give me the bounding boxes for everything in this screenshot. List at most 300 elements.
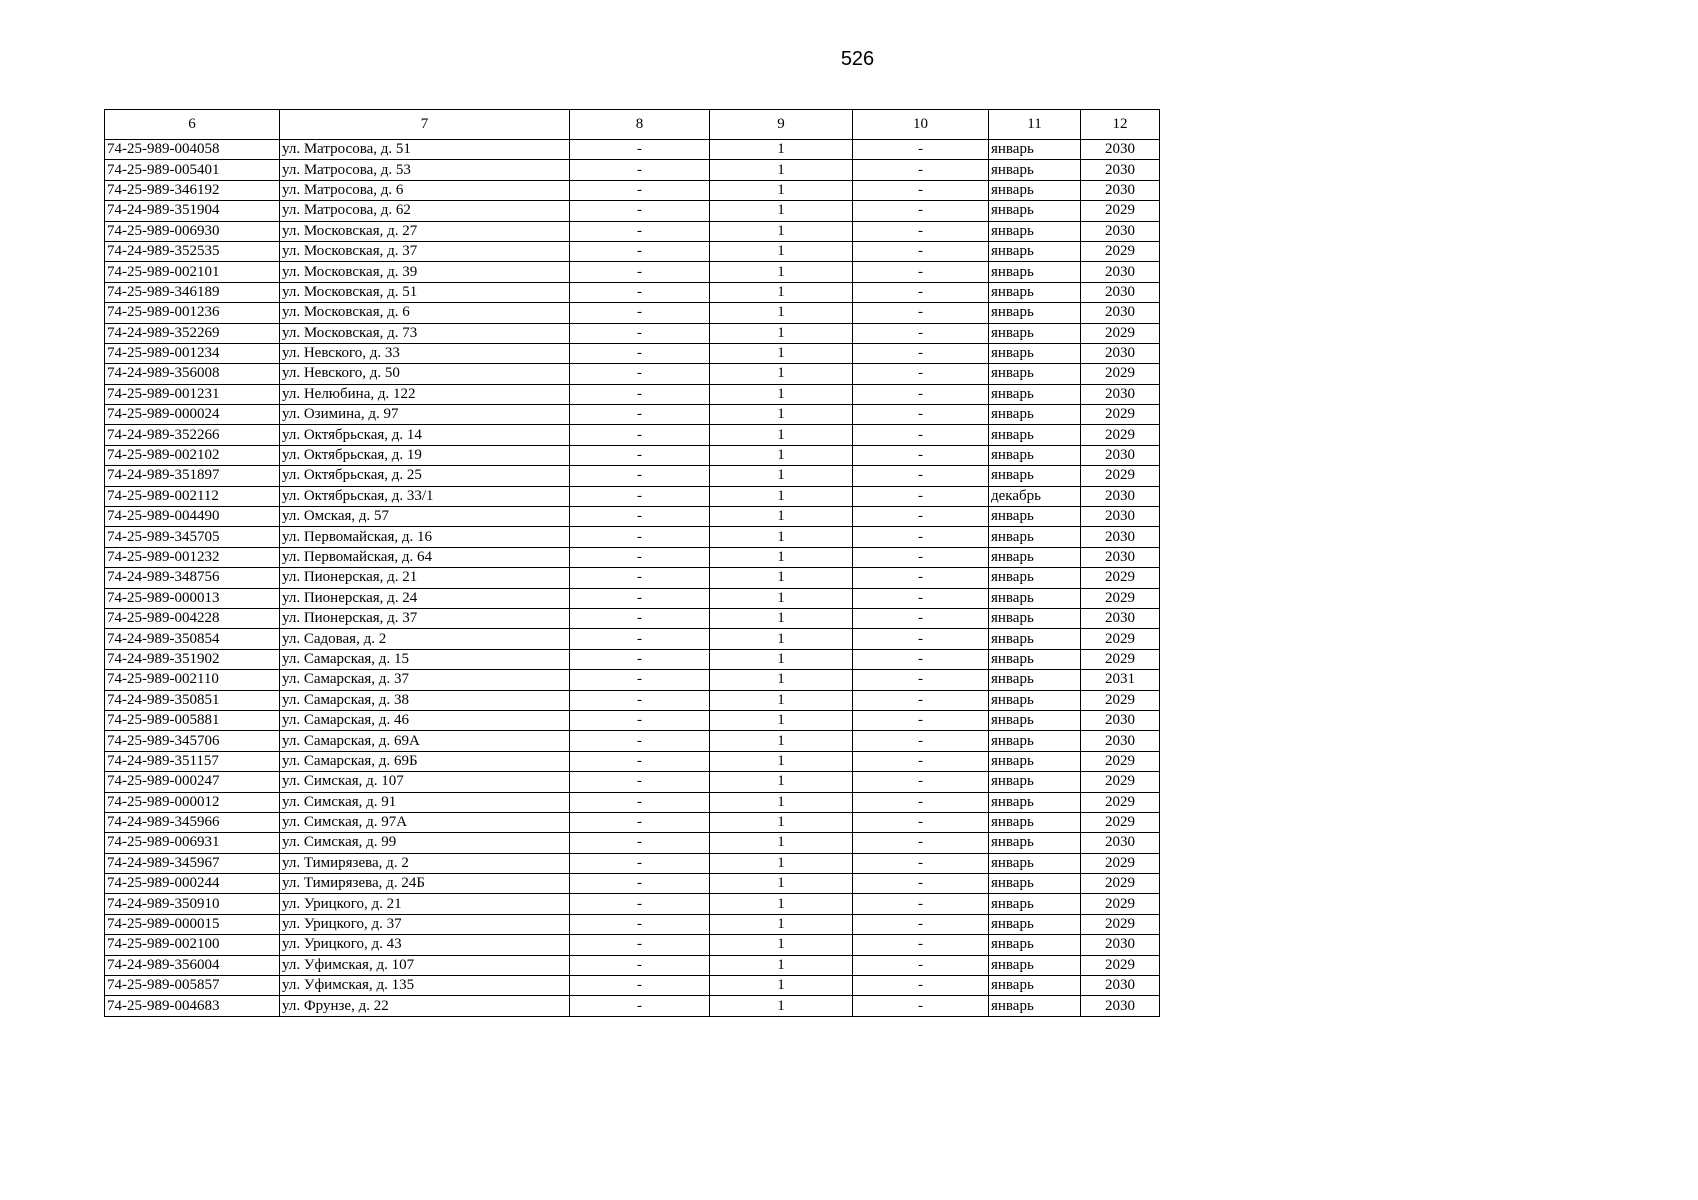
month-cell: январь xyxy=(989,303,1081,323)
col9-cell: 1 xyxy=(710,507,853,527)
month-cell: январь xyxy=(989,180,1081,200)
month-cell: январь xyxy=(989,955,1081,975)
year-cell: 2029 xyxy=(1081,364,1160,384)
address-cell: ул. Самарская, д. 37 xyxy=(280,670,570,690)
year-cell: 2030 xyxy=(1081,282,1160,302)
year-cell: 2030 xyxy=(1081,343,1160,363)
month-cell: январь xyxy=(989,547,1081,567)
col10-cell: - xyxy=(853,588,989,608)
col10-cell: - xyxy=(853,160,989,180)
col9-cell: 1 xyxy=(710,160,853,180)
col9-cell: 1 xyxy=(710,772,853,792)
col10-cell: - xyxy=(853,547,989,567)
cadastral-number-cell: 74-25-989-000244 xyxy=(105,874,280,894)
table-row xyxy=(105,221,1160,241)
month-cell: январь xyxy=(989,792,1081,812)
address-cell: ул. Симская, д. 91 xyxy=(280,792,570,812)
col9-cell: 1 xyxy=(710,629,853,649)
col8-cell: - xyxy=(570,527,710,547)
year-cell: 2029 xyxy=(1081,466,1160,486)
col10-cell: - xyxy=(853,201,989,221)
cadastral-number-cell: 74-25-989-005401 xyxy=(105,160,280,180)
col10-cell: - xyxy=(853,303,989,323)
cadastral-number-cell: 74-24-989-350910 xyxy=(105,894,280,914)
address-cell: ул. Матросова, д. 6 xyxy=(280,180,570,200)
col9-cell: 1 xyxy=(710,262,853,282)
month-cell: январь xyxy=(989,812,1081,832)
col8-cell: - xyxy=(570,323,710,343)
year-cell: 2029 xyxy=(1081,588,1160,608)
col8-cell: - xyxy=(570,935,710,955)
col8-cell: - xyxy=(570,507,710,527)
col10-cell: - xyxy=(853,629,989,649)
table-row xyxy=(105,935,1160,955)
table-row xyxy=(105,507,1160,527)
month-cell: январь xyxy=(989,670,1081,690)
month-cell: декабрь xyxy=(989,486,1081,506)
col8-cell: - xyxy=(570,731,710,751)
page-number: 526 xyxy=(840,48,875,70)
col10-cell: - xyxy=(853,282,989,302)
col10-cell: - xyxy=(853,364,989,384)
cadastral-number-cell: 74-24-989-348756 xyxy=(105,568,280,588)
col9-cell: 1 xyxy=(710,935,853,955)
col9-cell: 1 xyxy=(710,853,853,873)
col9-cell: 1 xyxy=(710,833,853,853)
col10-cell: - xyxy=(853,996,989,1016)
table-row xyxy=(105,160,1160,180)
address-cell: ул. Фрунзе, д. 22 xyxy=(280,996,570,1016)
cadastral-number-cell: 74-25-989-345706 xyxy=(105,731,280,751)
cadastral-number-cell: 74-24-989-351897 xyxy=(105,466,280,486)
col8-cell: - xyxy=(570,221,710,241)
cadastral-number-cell: 74-24-989-350854 xyxy=(105,629,280,649)
year-cell: 2031 xyxy=(1081,670,1160,690)
col9-cell: 1 xyxy=(710,405,853,425)
month-cell: январь xyxy=(989,445,1081,465)
month-cell: январь xyxy=(989,140,1081,160)
col8-cell: - xyxy=(570,608,710,628)
col8-cell: - xyxy=(570,874,710,894)
month-cell: январь xyxy=(989,588,1081,608)
cadastral-number-cell: 74-25-989-000247 xyxy=(105,772,280,792)
col8-cell: - xyxy=(570,140,710,160)
year-cell: 2029 xyxy=(1081,405,1160,425)
month-cell: январь xyxy=(989,568,1081,588)
cadastral-number-cell: 74-25-989-004058 xyxy=(105,140,280,160)
year-cell: 2029 xyxy=(1081,955,1160,975)
table-row xyxy=(105,486,1160,506)
address-cell: ул. Симская, д. 99 xyxy=(280,833,570,853)
col9-cell: 1 xyxy=(710,731,853,751)
year-cell: 2029 xyxy=(1081,323,1160,343)
col9-cell: 1 xyxy=(710,914,853,934)
month-cell: январь xyxy=(989,527,1081,547)
col8-cell: - xyxy=(570,405,710,425)
col10-cell: - xyxy=(853,507,989,527)
table-row xyxy=(105,303,1160,323)
cadastral-number-cell: 74-25-989-002100 xyxy=(105,935,280,955)
col8-cell: - xyxy=(570,180,710,200)
address-cell: ул. Самарская, д. 46 xyxy=(280,710,570,730)
col8-cell: - xyxy=(570,894,710,914)
col10-cell: - xyxy=(853,833,989,853)
address-cell: ул. Матросова, д. 62 xyxy=(280,201,570,221)
col9-cell: 1 xyxy=(710,710,853,730)
col8-cell: - xyxy=(570,976,710,996)
cadastral-number-cell: 74-25-989-004490 xyxy=(105,507,280,527)
year-cell: 2029 xyxy=(1081,425,1160,445)
col9-cell: 1 xyxy=(710,996,853,1016)
table-row xyxy=(105,649,1160,669)
month-cell: январь xyxy=(989,629,1081,649)
address-cell: ул. Московская, д. 27 xyxy=(280,221,570,241)
cadastral-number-cell: 74-24-989-345967 xyxy=(105,853,280,873)
col8-cell: - xyxy=(570,812,710,832)
cadastral-number-cell: 74-24-989-351902 xyxy=(105,649,280,669)
month-cell: январь xyxy=(989,160,1081,180)
col9-cell: 1 xyxy=(710,221,853,241)
address-cell: ул. Московская, д. 6 xyxy=(280,303,570,323)
address-cell: ул. Октябрьская, д. 14 xyxy=(280,425,570,445)
col8-cell: - xyxy=(570,853,710,873)
cadastral-number-cell: 74-24-989-352535 xyxy=(105,241,280,261)
month-cell: январь xyxy=(989,466,1081,486)
col10-cell: - xyxy=(853,608,989,628)
address-cell: ул. Матросова, д. 51 xyxy=(280,140,570,160)
cadastral-number-cell: 74-25-989-004228 xyxy=(105,608,280,628)
cadastral-number-cell: 74-25-989-002101 xyxy=(105,262,280,282)
year-cell: 2030 xyxy=(1081,547,1160,567)
month-cell: январь xyxy=(989,710,1081,730)
year-cell: 2030 xyxy=(1081,507,1160,527)
year-cell: 2029 xyxy=(1081,792,1160,812)
year-cell: 2029 xyxy=(1081,853,1160,873)
table-row xyxy=(105,710,1160,730)
table-row xyxy=(105,690,1160,710)
col8-cell: - xyxy=(570,772,710,792)
cadastral-number-cell: 74-25-989-006930 xyxy=(105,221,280,241)
year-cell: 2030 xyxy=(1081,976,1160,996)
col9-cell: 1 xyxy=(710,690,853,710)
year-cell: 2030 xyxy=(1081,262,1160,282)
cadastral-number-cell: 74-25-989-001234 xyxy=(105,343,280,363)
col9-cell: 1 xyxy=(710,282,853,302)
table-row xyxy=(105,364,1160,384)
address-cell: ул. Нелюбина, д. 122 xyxy=(280,384,570,404)
column-header-6: 6 xyxy=(105,110,280,140)
col10-cell: - xyxy=(853,466,989,486)
table-row xyxy=(105,405,1160,425)
year-cell: 2029 xyxy=(1081,201,1160,221)
address-cell: ул. Самарская, д. 69Б xyxy=(280,751,570,771)
table-row xyxy=(105,812,1160,832)
table-row xyxy=(105,996,1160,1016)
col9-cell: 1 xyxy=(710,608,853,628)
year-cell: 2030 xyxy=(1081,935,1160,955)
cadastral-number-cell: 74-25-989-000012 xyxy=(105,792,280,812)
month-cell: январь xyxy=(989,976,1081,996)
table-row xyxy=(105,201,1160,221)
cadastral-number-cell: 74-24-989-356004 xyxy=(105,955,280,975)
table-row xyxy=(105,874,1160,894)
col10-cell: - xyxy=(853,221,989,241)
address-cell: ул. Омская, д. 57 xyxy=(280,507,570,527)
cadastral-number-cell: 74-25-989-000013 xyxy=(105,588,280,608)
cadastral-number-cell: 74-25-989-005857 xyxy=(105,976,280,996)
column-header-9: 9 xyxy=(710,110,853,140)
col10-cell: - xyxy=(853,445,989,465)
col9-cell: 1 xyxy=(710,384,853,404)
col9-cell: 1 xyxy=(710,466,853,486)
month-cell: январь xyxy=(989,405,1081,425)
col9-cell: 1 xyxy=(710,894,853,914)
col9-cell: 1 xyxy=(710,955,853,975)
table-row xyxy=(105,466,1160,486)
address-cell: ул. Пионерская, д. 21 xyxy=(280,568,570,588)
col8-cell: - xyxy=(570,262,710,282)
year-cell: 2029 xyxy=(1081,772,1160,792)
table-row xyxy=(105,914,1160,934)
registry-table xyxy=(104,109,1160,1017)
col9-cell: 1 xyxy=(710,364,853,384)
col10-cell: - xyxy=(853,527,989,547)
month-cell: январь xyxy=(989,425,1081,445)
address-cell: ул. Тимирязева, д. 24Б xyxy=(280,874,570,894)
col9-cell: 1 xyxy=(710,486,853,506)
col9-cell: 1 xyxy=(710,303,853,323)
month-cell: январь xyxy=(989,772,1081,792)
cadastral-number-cell: 74-25-989-001236 xyxy=(105,303,280,323)
cadastral-number-cell: 74-24-989-350851 xyxy=(105,690,280,710)
col10-cell: - xyxy=(853,690,989,710)
address-cell: ул. Московская, д. 73 xyxy=(280,323,570,343)
col10-cell: - xyxy=(853,792,989,812)
cadastral-number-cell: 74-24-989-352269 xyxy=(105,323,280,343)
table-row xyxy=(105,731,1160,751)
month-cell: январь xyxy=(989,608,1081,628)
year-cell: 2029 xyxy=(1081,874,1160,894)
month-cell: январь xyxy=(989,507,1081,527)
year-cell: 2030 xyxy=(1081,140,1160,160)
year-cell: 2030 xyxy=(1081,303,1160,323)
address-cell: ул. Пионерская, д. 37 xyxy=(280,608,570,628)
col8-cell: - xyxy=(570,792,710,812)
year-cell: 2029 xyxy=(1081,751,1160,771)
col9-cell: 1 xyxy=(710,323,853,343)
col8-cell: - xyxy=(570,303,710,323)
col9-cell: 1 xyxy=(710,588,853,608)
col9-cell: 1 xyxy=(710,527,853,547)
col8-cell: - xyxy=(570,241,710,261)
address-cell: ул. Невского, д. 50 xyxy=(280,364,570,384)
year-cell: 2030 xyxy=(1081,996,1160,1016)
col8-cell: - xyxy=(570,670,710,690)
col8-cell: - xyxy=(570,425,710,445)
header-row xyxy=(105,110,1160,140)
col10-cell: - xyxy=(853,914,989,934)
table-row xyxy=(105,527,1160,547)
col9-cell: 1 xyxy=(710,976,853,996)
year-cell: 2030 xyxy=(1081,833,1160,853)
table-row xyxy=(105,343,1160,363)
cadastral-number-cell: 74-24-989-356008 xyxy=(105,364,280,384)
year-cell: 2029 xyxy=(1081,241,1160,261)
col10-cell: - xyxy=(853,874,989,894)
col9-cell: 1 xyxy=(710,201,853,221)
col10-cell: - xyxy=(853,935,989,955)
col9-cell: 1 xyxy=(710,751,853,771)
month-cell: январь xyxy=(989,853,1081,873)
col10-cell: - xyxy=(853,955,989,975)
col10-cell: - xyxy=(853,384,989,404)
address-cell: ул. Самарская, д. 15 xyxy=(280,649,570,669)
cadastral-number-cell: 74-25-989-006931 xyxy=(105,833,280,853)
cadastral-number-cell: 74-25-989-002110 xyxy=(105,670,280,690)
address-cell: ул. Московская, д. 51 xyxy=(280,282,570,302)
cadastral-number-cell: 74-24-989-345966 xyxy=(105,812,280,832)
col9-cell: 1 xyxy=(710,140,853,160)
col10-cell: - xyxy=(853,486,989,506)
col10-cell: - xyxy=(853,649,989,669)
address-cell: ул. Московская, д. 37 xyxy=(280,241,570,261)
year-cell: 2030 xyxy=(1081,608,1160,628)
col9-cell: 1 xyxy=(710,568,853,588)
month-cell: январь xyxy=(989,751,1081,771)
year-cell: 2029 xyxy=(1081,629,1160,649)
table-row xyxy=(105,853,1160,873)
table-row xyxy=(105,976,1160,996)
col10-cell: - xyxy=(853,894,989,914)
col10-cell: - xyxy=(853,731,989,751)
year-cell: 2030 xyxy=(1081,527,1160,547)
table-row xyxy=(105,445,1160,465)
month-cell: январь xyxy=(989,241,1081,261)
address-cell: ул. Октябрьская, д. 25 xyxy=(280,466,570,486)
table-row xyxy=(105,588,1160,608)
year-cell: 2030 xyxy=(1081,731,1160,751)
col9-cell: 1 xyxy=(710,812,853,832)
table-row xyxy=(105,751,1160,771)
cadastral-number-cell: 74-24-989-351157 xyxy=(105,751,280,771)
col10-cell: - xyxy=(853,405,989,425)
col9-cell: 1 xyxy=(710,547,853,567)
col10-cell: - xyxy=(853,425,989,445)
month-cell: январь xyxy=(989,894,1081,914)
month-cell: январь xyxy=(989,221,1081,241)
table-row xyxy=(105,894,1160,914)
col9-cell: 1 xyxy=(710,180,853,200)
col8-cell: - xyxy=(570,466,710,486)
month-cell: январь xyxy=(989,996,1081,1016)
year-cell: 2030 xyxy=(1081,486,1160,506)
col8-cell: - xyxy=(570,364,710,384)
month-cell: январь xyxy=(989,649,1081,669)
col9-cell: 1 xyxy=(710,874,853,894)
address-cell: ул. Самарская, д. 38 xyxy=(280,690,570,710)
year-cell: 2030 xyxy=(1081,710,1160,730)
year-cell: 2029 xyxy=(1081,568,1160,588)
month-cell: январь xyxy=(989,323,1081,343)
address-cell: ул. Симская, д. 97А xyxy=(280,812,570,832)
cadastral-number-cell: 74-25-989-002102 xyxy=(105,445,280,465)
cadastral-number-cell: 74-24-989-352266 xyxy=(105,425,280,445)
table-header xyxy=(105,110,1160,140)
month-cell: январь xyxy=(989,262,1081,282)
col10-cell: - xyxy=(853,568,989,588)
col9-cell: 1 xyxy=(710,241,853,261)
address-cell: ул. Октябрьская, д. 33/1 xyxy=(280,486,570,506)
col8-cell: - xyxy=(570,343,710,363)
column-header-12: 12 xyxy=(1081,110,1160,140)
address-cell: ул. Тимирязева, д. 2 xyxy=(280,853,570,873)
month-cell: январь xyxy=(989,690,1081,710)
cadastral-number-cell: 74-25-989-346192 xyxy=(105,180,280,200)
col8-cell: - xyxy=(570,547,710,567)
table-row xyxy=(105,282,1160,302)
address-cell: ул. Урицкого, д. 37 xyxy=(280,914,570,934)
column-header-11: 11 xyxy=(989,110,1081,140)
year-cell: 2029 xyxy=(1081,649,1160,669)
col10-cell: - xyxy=(853,140,989,160)
col8-cell: - xyxy=(570,486,710,506)
address-cell: ул. Пионерская, д. 24 xyxy=(280,588,570,608)
col10-cell: - xyxy=(853,710,989,730)
cadastral-number-cell: 74-25-989-005881 xyxy=(105,710,280,730)
month-cell: январь xyxy=(989,201,1081,221)
col8-cell: - xyxy=(570,629,710,649)
col8-cell: - xyxy=(570,996,710,1016)
month-cell: январь xyxy=(989,282,1081,302)
table-row xyxy=(105,425,1160,445)
address-cell: ул. Невского, д. 33 xyxy=(280,343,570,363)
year-cell: 2029 xyxy=(1081,812,1160,832)
col8-cell: - xyxy=(570,282,710,302)
col9-cell: 1 xyxy=(710,670,853,690)
column-header-8: 8 xyxy=(570,110,710,140)
cadastral-number-cell: 74-24-989-351904 xyxy=(105,201,280,221)
year-cell: 2029 xyxy=(1081,914,1160,934)
table-row xyxy=(105,241,1160,261)
month-cell: январь xyxy=(989,364,1081,384)
col8-cell: - xyxy=(570,201,710,221)
col8-cell: - xyxy=(570,751,710,771)
col8-cell: - xyxy=(570,445,710,465)
address-cell: ул. Матросова, д. 53 xyxy=(280,160,570,180)
col9-cell: 1 xyxy=(710,792,853,812)
address-cell: ул. Уфимская, д. 135 xyxy=(280,976,570,996)
table-row xyxy=(105,140,1160,160)
col8-cell: - xyxy=(570,649,710,669)
cadastral-number-cell: 74-25-989-001232 xyxy=(105,547,280,567)
col10-cell: - xyxy=(853,812,989,832)
year-cell: 2029 xyxy=(1081,690,1160,710)
month-cell: январь xyxy=(989,833,1081,853)
address-cell: ул. Первомайская, д. 64 xyxy=(280,547,570,567)
month-cell: январь xyxy=(989,731,1081,751)
year-cell: 2030 xyxy=(1081,445,1160,465)
table-row xyxy=(105,608,1160,628)
month-cell: январь xyxy=(989,343,1081,363)
cadastral-number-cell: 74-25-989-002112 xyxy=(105,486,280,506)
month-cell: январь xyxy=(989,384,1081,404)
col8-cell: - xyxy=(570,955,710,975)
column-header-7: 7 xyxy=(280,110,570,140)
table-row xyxy=(105,670,1160,690)
col10-cell: - xyxy=(853,751,989,771)
cadastral-number-cell: 74-25-989-004683 xyxy=(105,996,280,1016)
col10-cell: - xyxy=(853,976,989,996)
